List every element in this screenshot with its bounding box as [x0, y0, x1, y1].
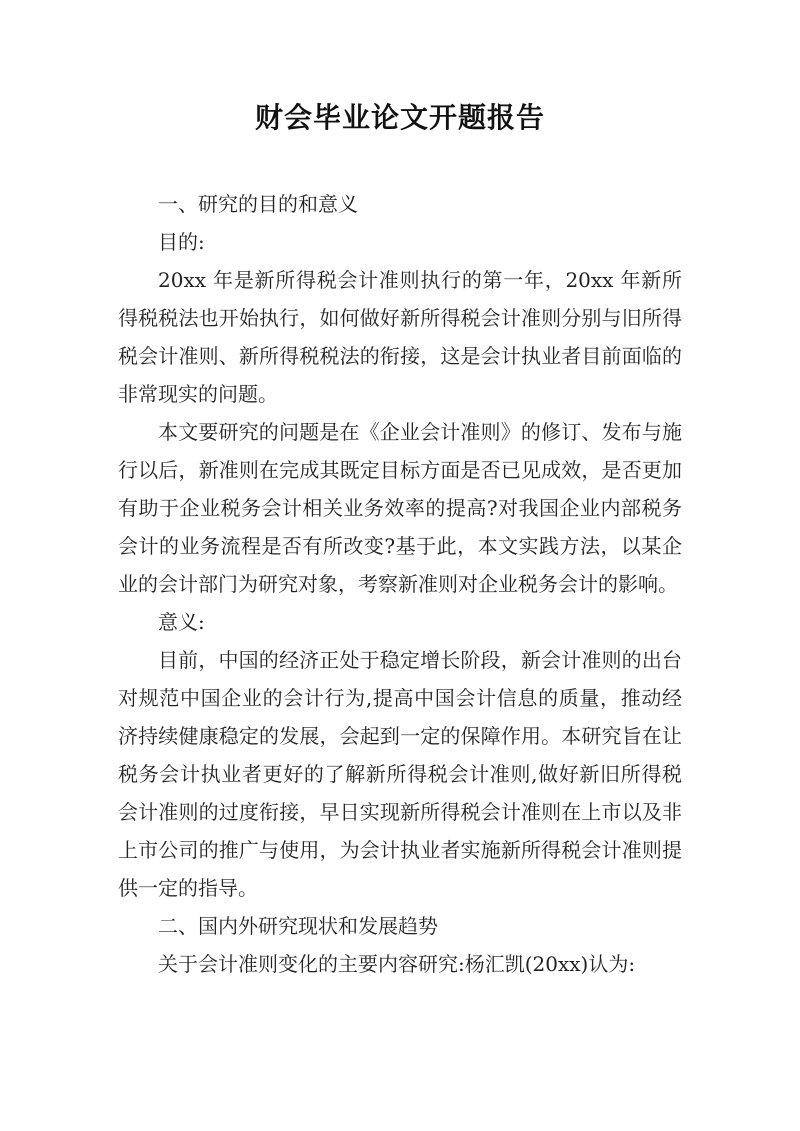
paragraph-purpose-2: 本文要研究的问题是在《企业会计准则》的修订、发布与施行以后，新准则在完成其既定目标方面是否已见成效，是否更加有助于企业税务会计相关业务效率的提高?对我国企业内部税务会计的业务流程是否有所改变?基于此，本文实践方法，以某企业的会计部门为研究对象，考察新准则对企业税务会计的影响。 — [118, 420, 682, 596]
paragraph-research-status: 关于会计准则变化的主要内容研究:杨汇凯(20xx)认为: — [158, 952, 636, 976]
section-heading-research-status: 二、国内外研究现状和发展趋势 — [158, 914, 438, 938]
section-heading-purpose-significance: 一、研究的目的和意义 — [158, 192, 358, 216]
document-body — [118, 185, 682, 983]
document-title: 财会毕业论文开题报告 — [254, 101, 545, 134]
subheading-significance: 意义: — [158, 610, 205, 634]
subheading-purpose: 目的: — [158, 230, 205, 254]
paragraph-purpose-1: 20xx 年是新所得税会计准则执行的第一年，20xx 年新所得税税法也开始执行，如何做好新所得税会计准则分别与旧所得税会计准则、新所得税税法的衔接，这是会计执业者目前面临的非常现实的问题。 — [118, 268, 682, 406]
paragraph-significance: 目前，中国的经济正处于稳定增长阶段，新会计准则的出台对规范中国企业的会计行为,提高中国会计信息的质量，推动经济持续健康稳定的发展，会起到一定的保障作用。本研究旨在让税务会计执业者更好的了解新所得税会计准则,做好新旧所得税会计准则的过度衔接，早日实现新所得税会计准则在上市以及非上市公司的推广与使用，为会计执业者实施新所得税会计准则提供一定的指导。 — [118, 648, 682, 900]
